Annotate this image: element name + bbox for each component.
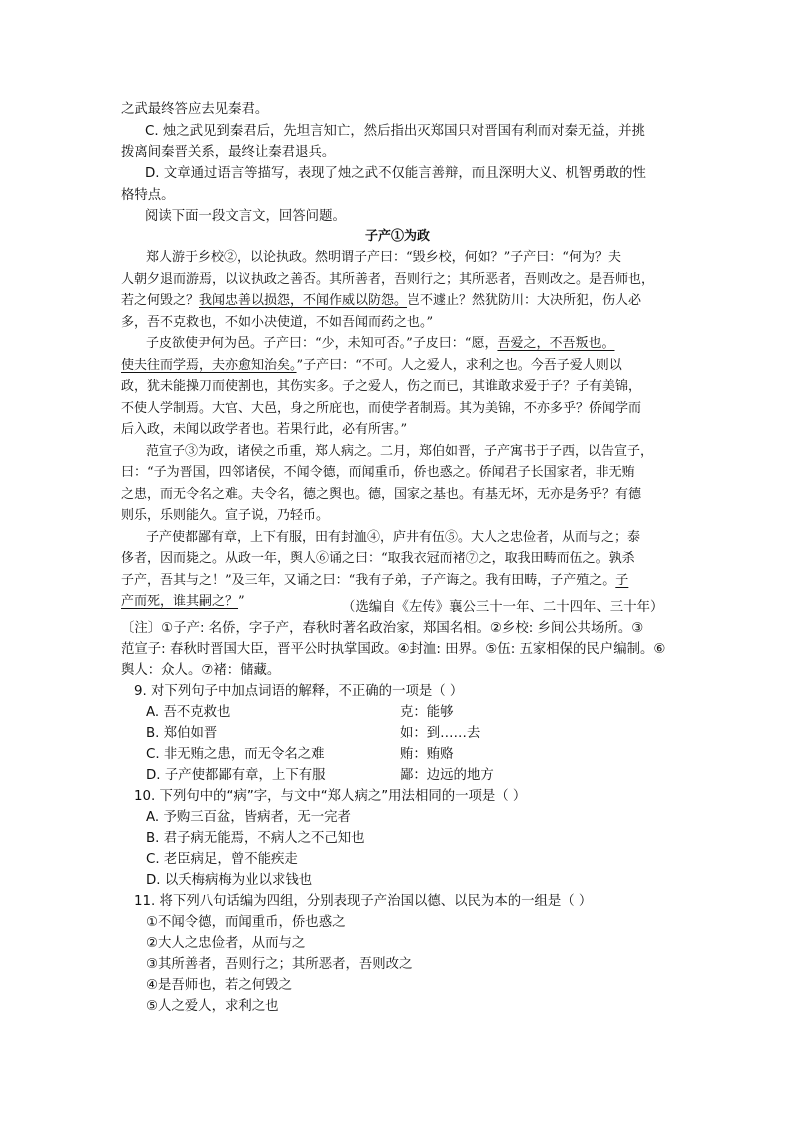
underlined-sentence-2b: 使夫往而学焉，夫亦愈知治矣。 xyxy=(121,358,297,373)
option-c-line1: C. 烛之武见到秦君后，先坦言知亡，然后指出灭郑国只对晋国有利而对秦无益，并挑 xyxy=(145,124,645,139)
q10-option-c: C. 老臣病足，曾不能疾走 xyxy=(146,852,298,867)
passage-p2-line4: 不使人学制焉。大官、大邑，身之所庇也，而使学者制焉。其为美锦，不亦多乎？侨闻学而 xyxy=(121,401,642,416)
q9-option-a-gloss: 克：能够 xyxy=(400,705,454,720)
q9-option-c: C. 非无贿之患，而无令名之难 xyxy=(146,747,325,762)
q9-option-b: B. 郑伯如晋 xyxy=(146,726,218,741)
passage-p2-line3: 政，犹未能操刀而使割也，其伤实多。子之爱人，伤之而已，其谁敢求爱于子？子有美锦， xyxy=(121,379,642,394)
q9-option-c-gloss: 贿：贿赂 xyxy=(400,747,454,762)
passage-p1-line2: 人朝夕退而游焉，以议执政之善否。其所善者，吾则行之；其所恶者，吾则改之。是吾师也， xyxy=(121,272,655,287)
q10-stem: 10. 下列句中的“病”字，与文中“郑人病之”用法相同的一项是（ ） xyxy=(134,789,527,804)
option-b-tail: 之武最终答应去见秦君。 xyxy=(121,102,269,117)
passage-p1-line4: 多，吾不克救也，不如小决使道，不如吾闻而药之也。” xyxy=(121,315,434,330)
q11-item-3: ③其所善者，吾则行之；其所恶者，吾则改之 xyxy=(146,957,413,972)
passage-p2-line1: 子皮欲使尹何为邑。子产曰：“少，未知可否。”子皮曰：“愿，吾爱之，不吾叛也。 xyxy=(146,336,615,351)
reading-instruction: 阅读下面一段文言文，回答问题。 xyxy=(145,209,346,224)
q9-option-b-gloss: 如：到……去 xyxy=(400,726,481,741)
q11-item-1: ①不闻令德，而闻重币，侨也惑之 xyxy=(146,915,346,930)
q9-stem: 9. 对下列句子中加点词语的解释，不正确的一项是（ ） xyxy=(134,684,464,699)
option-c-line2: 拨离间秦晋关系，最终让秦君退兵。 xyxy=(121,145,336,160)
option-d-line2: 格特点。 xyxy=(121,188,175,203)
passage-p3-line2: 曰：“子为晋国，四邻诸侯，不闻令德，而闻重币，侨也惑之。侨闻君子长国家者，非无贿 xyxy=(121,465,635,480)
underlined-sentence-2a: 吾爱之，不吾叛也。 xyxy=(497,336,615,351)
q9-option-d: D. 子产使都鄙有章，上下有服 xyxy=(146,768,326,783)
passage-source: （选编自《左传》襄公三十一年、二十四年、三十年） xyxy=(342,600,664,615)
underlined-sentence-3a: 子 xyxy=(615,573,629,588)
passage-p3-line4: 则乐，乐则能久。宣子说，乃轻币。 xyxy=(121,508,330,523)
q9-option-d-gloss: 鄙：边远的地方 xyxy=(400,768,494,783)
q11-stem: 11. 将下列八句话编为四组，分别表现子产治国以德、以民为本的一组是（ ） xyxy=(134,894,593,909)
q11-item-2: ②大人之忠俭者，从而与之 xyxy=(146,936,306,951)
passage-p4-line1: 子产使都鄙有章，上下有服，田有封洫④，庐井有伍⑤。大人之忠俭者，从而与之；泰 xyxy=(146,530,641,545)
q10-option-b: B. 君子病无能焉，不病人之不己知也 xyxy=(146,831,365,846)
underlined-sentence-3b: 产而死，谁其嗣之？ xyxy=(121,594,239,609)
passage-p1-line1: 郑人游于乡校②，以论执政。然明谓子产曰：“毁乡校，何如？”子产曰：“何为？夫 xyxy=(146,250,621,265)
underlined-sentence-1: 我闻忠善以损怨，不闻作威以防怨。 xyxy=(199,293,408,308)
option-d-line1: D. 文章通过语言等描写，表现了烛之武不仅能言善辩，而且深明大义、机智勇敢的性 xyxy=(145,166,646,181)
notes-line3: 舆人：众人。⑦褚：储藏。 xyxy=(121,663,281,678)
q11-item-5: ⑤人之爱人，求利之也 xyxy=(146,999,279,1014)
passage-p4-line2: 侈者，因而毙之。从政一年，舆人⑥诵之曰：“取我衣冠而褚⑦之，取我田畴而伍之。孰杀 xyxy=(121,551,635,566)
passage-p3-line3: 之患，而无令名之难。夫令名，德之舆也。德，国家之基也。有基无坏，无亦是务乎？有德 xyxy=(121,487,642,502)
passage-p2-line2: 使夫往而学焉，夫亦愈知治矣。”子产曰：“不可。人之爱人，求利之也。今吾子爱人则以 xyxy=(121,358,622,373)
passage-p3-line1: 范宣子③为政，诸侯之币重，郑人病之。二月，郑伯如晋，子产寓书于子西，以告宣子， xyxy=(146,444,654,459)
passage-p4-line4: 产而死，谁其嗣之？” xyxy=(121,594,245,609)
q11-item-4: ④是吾师也，若之何毁之 xyxy=(146,978,292,993)
passage-title: 子产①为政 xyxy=(365,229,431,244)
passage-p4-line3: 子产，吾其与之！”及三年，又诵之曰：“我有子弟，子产诲之。我有田畴，子产殖之。子 xyxy=(121,573,629,588)
q9-option-a: A. 吾不克救也 xyxy=(146,705,231,720)
notes-line2: 范宣子: 春秋时晋国大臣，晋平公时执掌国政。④封洫: 田界。⑤伍: 五家相保的民户编制。⑥ xyxy=(121,642,666,657)
passage-p1-line3: 若之何毁之？我闻忠善以损怨，不闻作威以防怨。岂不遽止？然犹防川：大决所犯，伤人必 xyxy=(121,293,642,308)
notes-line1: 〔注〕①子产: 名侨，字子产，春秋时著名政治家，郑国名相。②乡校: 乡间公共场所。③ xyxy=(121,621,644,636)
passage-p2-line5: 后入政，未闻以政学者也。若果行此，必有所害。” xyxy=(121,422,408,437)
q10-option-a: A. 予购三百盆，皆病者，无一完者 xyxy=(146,810,351,825)
q10-option-d: D. 以夭梅病梅为业以求钱也 xyxy=(146,873,313,888)
